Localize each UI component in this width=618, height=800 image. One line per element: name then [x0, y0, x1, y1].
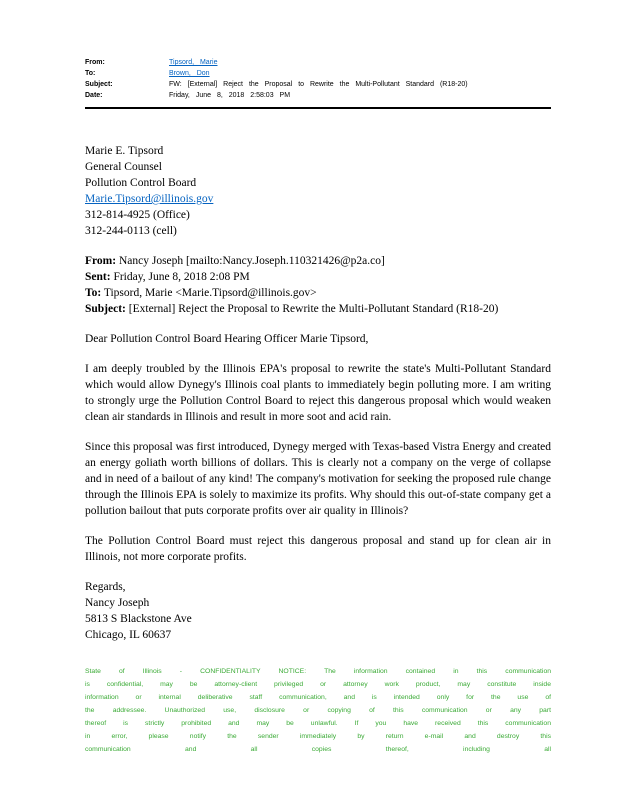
- signature-email-line: [85, 191, 551, 207]
- to-label: To:: [85, 70, 96, 77]
- forwarded-subject-value: [External] Reject the Proposal to Rewrite the Multi-Pollutant Standard (R18-20): [125, 303, 499, 315]
- from-contact-link[interactable]: Tipsord, Marie: [169, 59, 218, 66]
- letter-paragraph-3: The Pollution Control Board must reject this dangerous proposal and stand up for clean air in Illinois, not more corporate profits.: [85, 535, 551, 563]
- date-value: Friday, June 8, 2018 2:58:03 PM: [169, 92, 291, 99]
- letter-salutation: Dear Pollution Control Board Hearing Officer Marie Tipsord,: [85, 333, 369, 345]
- subject-value: FW: [External] Reject the Proposal to Rewrite the Multi-Pollutant Standard (R18-20): [169, 81, 468, 88]
- signature-email-link[interactable]: Marie.Tipsord@illinois.gov: [85, 193, 214, 205]
- forwarded-from-label: From:: [85, 255, 117, 267]
- email-document: [85, 57, 551, 756]
- forwarded-from-value: Nancy Joseph [mailto:Nancy.Joseph.110321426@p2a.co]: [116, 255, 385, 267]
- letter-paragraph-1: I am deeply troubled by the Illinois EPA's proposal to rewrite the state's Multi-Pollutant Standard which would allow Dynegy's Illinois coal plants to immediately begin polluting more. I am writing to strongly urge the Pollution Control Board to reject this dangerous proposal which would weaken clean air standards in Illinois and result in more soot and acid rain.: [85, 363, 551, 423]
- to-value-cell: [169, 68, 551, 79]
- forwarded-to-line: [85, 285, 551, 301]
- header-row-to: [85, 68, 551, 79]
- letter-closing: Regards,: [85, 581, 126, 593]
- sender-street: 5813 S Blackstone Ave: [85, 613, 192, 625]
- to-contact-link[interactable]: Brown, Don: [169, 70, 210, 77]
- forwarded-subject-line: [85, 301, 551, 317]
- letter-closing-block: [85, 579, 551, 643]
- sender-city: Chicago, IL 60637: [85, 629, 172, 641]
- signature-name: Marie E. Tipsord: [85, 145, 164, 157]
- header-row-subject: [85, 79, 551, 90]
- signature-cell-phone: 312-244-0113 (cell): [85, 225, 177, 237]
- forwarded-to-value: Tipsord, Marie <Marie.Tipsord@illinois.gov>: [101, 287, 317, 299]
- subject-label: Subject:: [85, 81, 113, 88]
- email-header-block: [85, 57, 551, 109]
- forwarded-from-line: [85, 253, 551, 269]
- forwarded-header-block: [85, 253, 551, 317]
- header-row-from: [85, 57, 551, 68]
- from-value-cell: [169, 57, 551, 68]
- confidentiality-disclaimer: State of Illinois - CONFIDENTIALITY NOTICE: The information contained in this communication is confidential, may be attorney-client privileged or attorney work product, may constitute inside information or internal deliberative staff communication, and is intended only for the use of the addressee. Unauthorized use, disclosure or copying of this communication or any part thereof is strictly prohibited and may be unlawful. If you have received this communication in error, please notify the sender immediately by return e-mail and destroy this communication and all copies thereof, including all: [85, 668, 551, 753]
- forwarded-subject-label: Subject:: [85, 303, 126, 315]
- date-label: Date:: [85, 92, 103, 99]
- signature-office-phone: 312-814-4925 (Office): [85, 209, 190, 221]
- email-body: [85, 143, 551, 756]
- letter-paragraph-2: Since this proposal was first introduced, Dynegy merged with Texas-based Vistra Energy and created an energy goliath worth billions of dollars. This is clearly not a company on the verge of collapse and in need of a bailout of any kind! The company's motivation for seeking the proposed rule change through the Illinois EPA is solely to maximize its profits. Why should this out-of-state company get a pollution bailout that puts corporate profits over air quality in Illinois?: [85, 441, 551, 517]
- signature-organization: Pollution Control Board: [85, 177, 197, 189]
- forwarded-to-label: To:: [85, 287, 102, 299]
- sender-name: Nancy Joseph: [85, 597, 150, 609]
- forwarded-sent-label: Sent:: [85, 271, 111, 283]
- header-row-date: [85, 90, 551, 101]
- forwarded-sent-line: [85, 269, 551, 285]
- from-label: From:: [85, 59, 105, 66]
- signature-block: [85, 143, 551, 239]
- signature-title: General Counsel: [85, 161, 162, 173]
- forwarded-sent-value: Friday, June 8, 2018 2:08 PM: [110, 271, 250, 283]
